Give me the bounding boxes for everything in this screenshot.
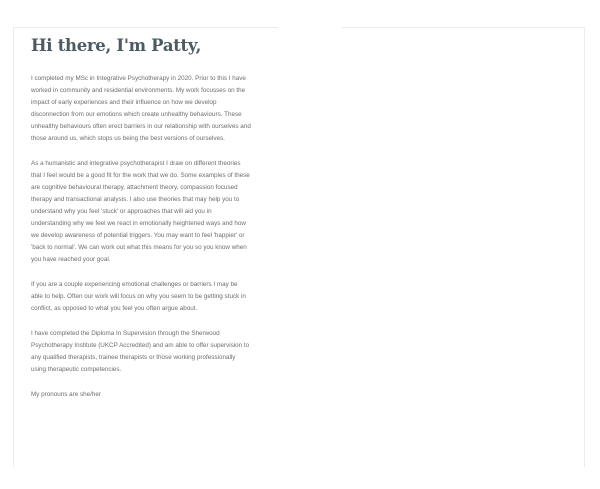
about-section [31,36,251,414]
page-title: Hi there, I'm Patty, [31,36,202,55]
bio-paragraph-3: If you are a couple experiencing emotional challenges or barriers I may be able to help. Often our work will focus on why you seem to be getting stuck in conflict, as opposed to what you feel you often argue about. [31,281,246,312]
bio-paragraph-1: I completed my MSc in Integrative Psychotherapy in 2020. Prior to this I have worked in community and residential environments. My work focusses on the impact of early experiences and their influence on how we develop disconnection from our emotions which create unhealthy behaviours. These unhealthy behaviours often erect barriers in our relationship with ourselves and those around us, which stops us being the best versions of ourselves. [31,75,251,142]
pronouns-text: My pronouns are she/her [31,391,102,398]
bio-paragraph-2: As a humanistic and integrative psychotherapist I draw on different theories that I feel would be a good fit for the work that we do. Some examples of these are cognitive behavioural therapy, attachment theory, compassion focused therapy and transactional analysis. I also use theories that may help you to understand why you feel 'stuck' or approaches that will aid you in understanding why we feel we react in emotionally heightened ways and how we develop awareness of potential triggers. You may want to feel 'happier' or 'back to normal'. We can work out what this means for you so you know when you have reached your goal. [31,160,250,263]
card-top-gap [278,24,342,30]
bio-paragraph-4: I have completed the Diploma In Supervision through the Sherwood Psychotherapy Institute (UKCP Accredited) and am able to offer supervision to any qualified therapists, trainee therapists or those working professionally using therapeutic competencies. [31,330,250,373]
